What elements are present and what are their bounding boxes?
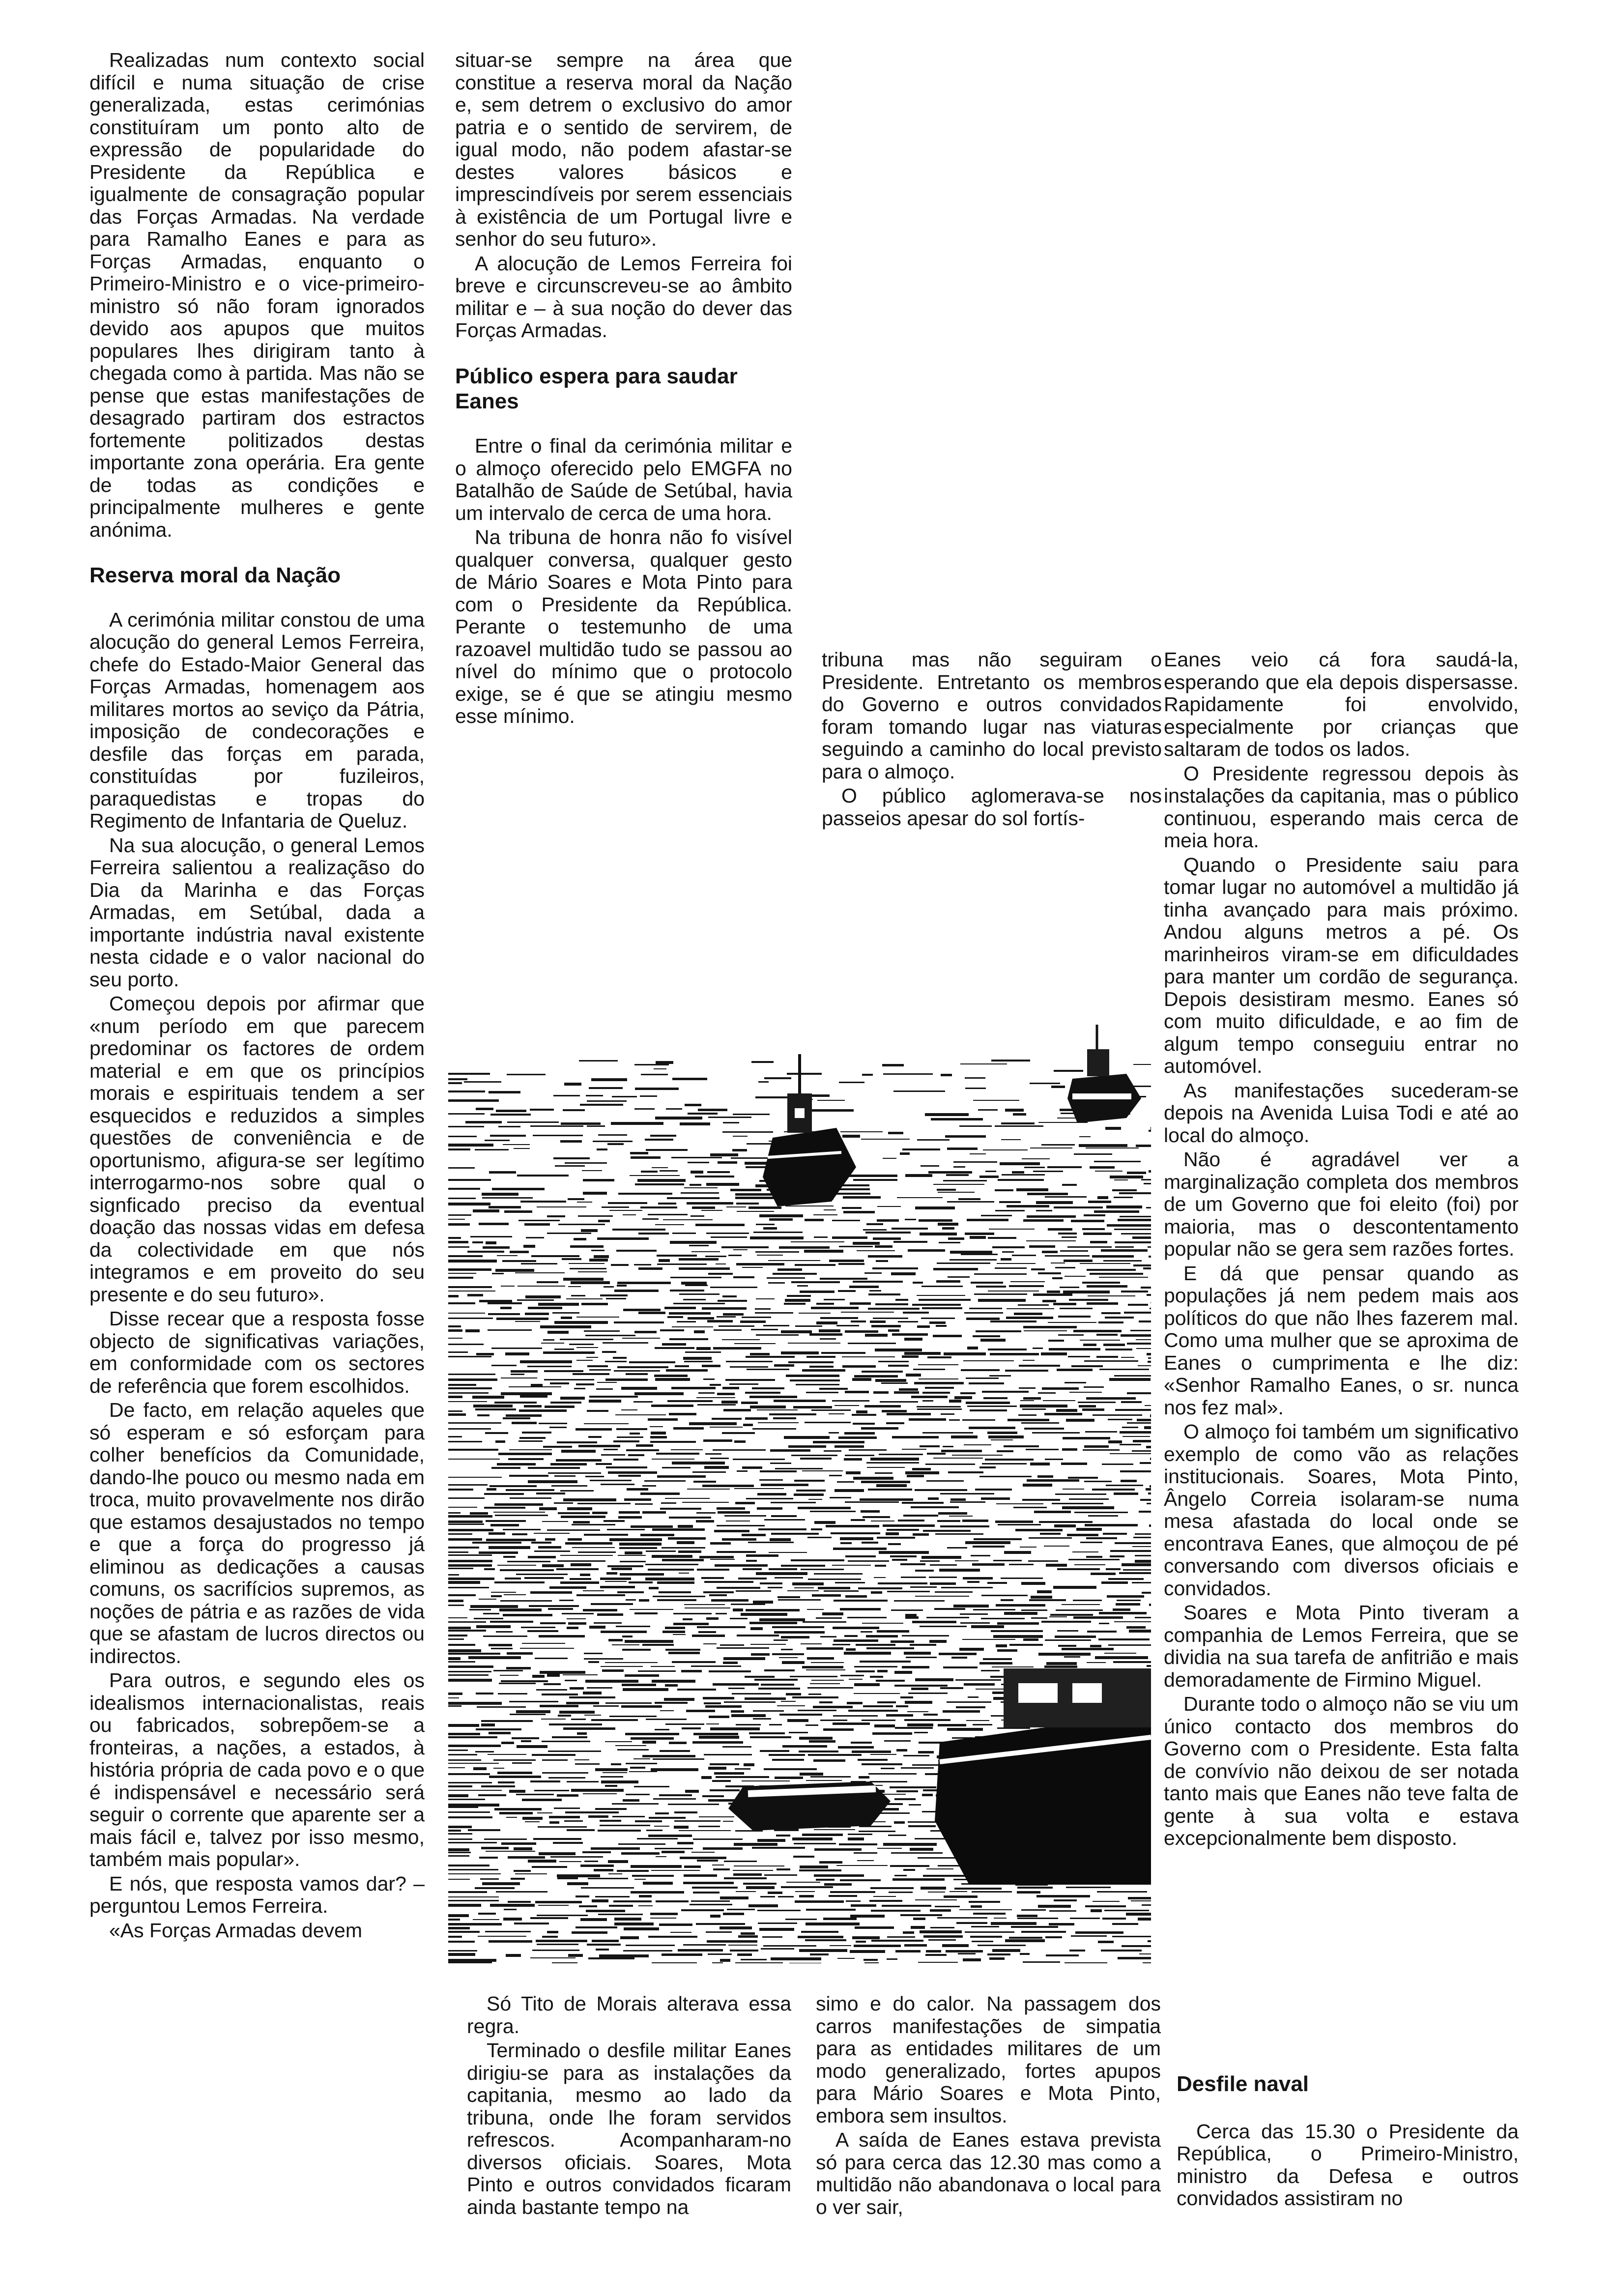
- intro-paragraph: Realizadas num contexto social difícil e numa situação de crise generalizada, estas cerimónias constituíram um ponto alto de expressão de popularidade do Presidente da República e igualmente de consagração popular das Forças Armadas. Na verdade para Ramalho Eanes e para as Forças Armadas, enquanto o Primeiro-Ministro e o vice-primeiro-ministro só não foram ignorados devido aos apupos que muitos populares lhes dirigiram tanto à chegada como à partida. Mas não se pense que estas manifestações de desagrado partiram dos estractos fortemente politizados destas importante zona operária. Era gente de todas as condições e principalmente mulheres e gente anónima.: [89, 49, 425, 541]
- paragraph: «As Forças Armadas devem: [109, 1919, 362, 1942]
- paragraph: simo e do calor. Na passagem dos carros manifestações de simpatia para as entidades militares de um modo generalizado, fortes apupos para Mário Soares e Mota Pinto, embora sem insultos.: [816, 1992, 1161, 2127]
- paragraph: O Presidente regressou depois às instalações da capitania, mas o público continuou, esperando mais cerca de meia hora.: [1164, 762, 1519, 852]
- column-2: [455, 49, 792, 730]
- paragraph: Não é agradável ver a marginalização completa dos membros de um Governo que foi eleito (foi) por maioria, mas o descontentamento popular não se gera sem razões fortes.: [1164, 1148, 1519, 1260]
- column-4-bottom: [1177, 1993, 1519, 2212]
- paragraph: E dá que pensar quando as populações já nem pedem mais aos políticos do que não lhes fazerem mal. Como uma mulher que se aproxima de Eanes o cumprimenta e lhe diz: «Senhor Ramalho Eanes, o sr. nunca nos fez mal».: [1164, 1262, 1519, 1419]
- column-1: [89, 49, 425, 1944]
- paragraph: As manifestações sucederam-se depois na Avenida Luisa Todi e até ao local do almoço.: [1164, 1079, 1519, 1147]
- paragraph: Disse recear que a resposta fosse objecto de significativas variações, em conformidade com os sectores de referência que forem escolhidos.: [89, 1307, 425, 1397]
- paragraph: O almoço foi também um significativo exemplo de como vão as relações institucionais. Soares, Mota Pinto, Ângelo Correia isolaram-se numa mesa afastada do local onde se encontrava Eanes, que almoçou de pé conversando com diversos oficiais e convidados.: [1164, 1420, 1519, 1600]
- sea-photo-graphic: [448, 862, 1151, 1963]
- paragraph: Quando o Presidente saiu para tomar lugar no automóvel a multidão já tinha avançado para mais próximo. Andou alguns metros a pé. Os marinheiros viram-se em dificuldades para manter um cordão de segurança. Depois desistiram mesmo. Eanes só com muito dificuldade, e ao fim de algum tempo conseguiu entrar no automóvel.: [1164, 853, 1519, 1077]
- paragraph: Na tribuna de honra não fo visível qualquer conversa, qualquer gesto de Mário Soares e Mota Pinto para com o Presidente da República. Perante o testemunho de uma razoavel multidão tudo se passou ao nível do mínimo que o protocolo exige, se é que se atingiu mesmo esse mínimo.: [455, 526, 792, 728]
- paragraph: Começou depois por afirmar que «num período em que parecem predominar os factores de ordem material e em que os princípios morais e espirituais tendem a ser esquecidos e reduzidos a simples questões de conveniência e de oportunismo, afigura-se ser legítimo interrogarmo-nos sobre qual o signficado preciso da eventual doação das nossas vidas em defesa da colectividade em que nós integramos e em proveito do seu presente e do seu futuro».: [89, 992, 425, 1306]
- news-photo-boats: [448, 862, 1151, 1963]
- column-4: [1164, 649, 1519, 1852]
- paragraph: situar-se sempre na área que constitue a reserva moral da Nação e, sem detrem o exclusivo do amor patria e o sentido de servirem, de igual modo, não podem afastar-se destes valores básicos e imprescindíveis por serem essenciais à existência de um Portugal livre e senhor do seu futuro».: [455, 49, 792, 250]
- paragraph: Entre o final da cerimónia militar e o almoço oferecido pelo EMGFA no Batalhão de Saúde de Setúbal, havia um intervalo de cerca de uma hora.: [455, 434, 792, 524]
- paragraph: A cerimónia militar constou de uma alocução do general Lemos Ferreira, chefe do Estado-Maior General das Forças Armadas, homenagem aos militares mortos ao seviço da Pátria, imposição de condecorações e desfile das forças em parada, constituídas por fuzileiros, paraquedistas e tropas do Regimento de Infantaria de Queluz.: [89, 608, 425, 832]
- paragraph: Só Tito de Morais alterava essa regra.: [467, 1992, 791, 2038]
- paragraph: tribuna mas não seguiram o Presidente. Entretanto os membros do Governo e outros convidados foram tomando lugar nas viaturas seguindo a caminho do local previsto para o almoço.: [822, 648, 1162, 783]
- paragraph: Soares e Mota Pinto tiveram a companhia de Lemos Ferreira, que se dividia na sua tarefa de anfitrião e mais demoradamente de Firmino Miguel.: [1164, 1601, 1519, 1691]
- heading-reserva-moral: Reserva moral da Nação: [89, 563, 341, 587]
- paragraph: Para outros, e segundo eles os idealismos internacionalistas, reais ou fabricados, sobrepõem-se a fronteiras, a nações, a estados, à história própria de cada povo e o que é indispensável e necessário será seguir o corrente que aparente ser a mais fácil e, talvez por isso mesmo, também mais popular».: [89, 1669, 425, 1871]
- paragraph: De facto, em relação aqueles que só esperam e só esforçam para colher benefícios da Comunidade, dando-lhe pouco ou mesmo nada em troca, muito provavelmente nos dirão que estamos desajustados no tempo e que a força do progresso já eliminou as dedicações a causas comuns, os sacrifícios supremos, as noções de pátria e as razões de vida que se afastam de lucros directos ou indirectos.: [89, 1399, 425, 1667]
- paragraph: Eanes veio cá fora saudá-la, esperando que ela depois dispersasse. Rapidamente foi envolvido, especialmente por crianças que saltaram de todos os lados.: [1164, 648, 1519, 760]
- heading-publico-espera: Público espera para saudar Eanes: [455, 364, 738, 414]
- paragraph: A saída de Eanes estava prevista só para cerca das 12.30 mas como a multidão não abandonava o local para o ver sair,: [816, 2128, 1161, 2218]
- dinghy-icon: [728, 1781, 891, 1831]
- paragraph: Cerca das 15.30 o Presidente da República, o Primeiro-Ministro, ministro da Defesa e outros convidados assistiram no: [1177, 2120, 1519, 2210]
- paragraph: E nós, que resposta vamos dar? – perguntou Lemos Ferreira.: [89, 1872, 425, 1918]
- paragraph: Terminado o desfile militar Eanes dirigiu-se para as instalações da capitania, mesmo ao lado da tribuna, onde lhe foram servidos refrescos. Acompanharam-no diversos oficiais. Soares, Mota Pinto e outros convidados ficaram ainda bastante tempo na: [467, 2039, 791, 2218]
- column-3-bottom: [816, 1993, 1161, 2220]
- paragraph: Na sua alocução, o general Lemos Ferreira salientou a realizaçãso do Dia da Marinha e das Forças Armadas, em Setúbal, dada a importante indústria naval existente nesta cidade e o valor nacional do seu porto.: [89, 833, 425, 991]
- paragraph: Durante todo o almoço não se viu um único contacto dos membros do Governo com o Presidente. Esta falta de convívio não deixou de ser notada tanto mais que Eanes não teve falta de gente à sua volta e estava excepcionalmente bem disposto.: [1164, 1693, 1519, 1849]
- column-2-bottom: [467, 1993, 791, 2220]
- paragraph: A alocução de Lemos Ferreira foi breve e circunscreveu-se ao âmbito militar e – à sua noção do dever das Forças Armadas.: [455, 252, 792, 342]
- column-3: [822, 649, 1162, 832]
- paragraph: O público aglomerava-se nos passeios apesar do sol fortís-: [822, 784, 1162, 830]
- heading-desfile-naval: Desfile naval: [1177, 2072, 1309, 2096]
